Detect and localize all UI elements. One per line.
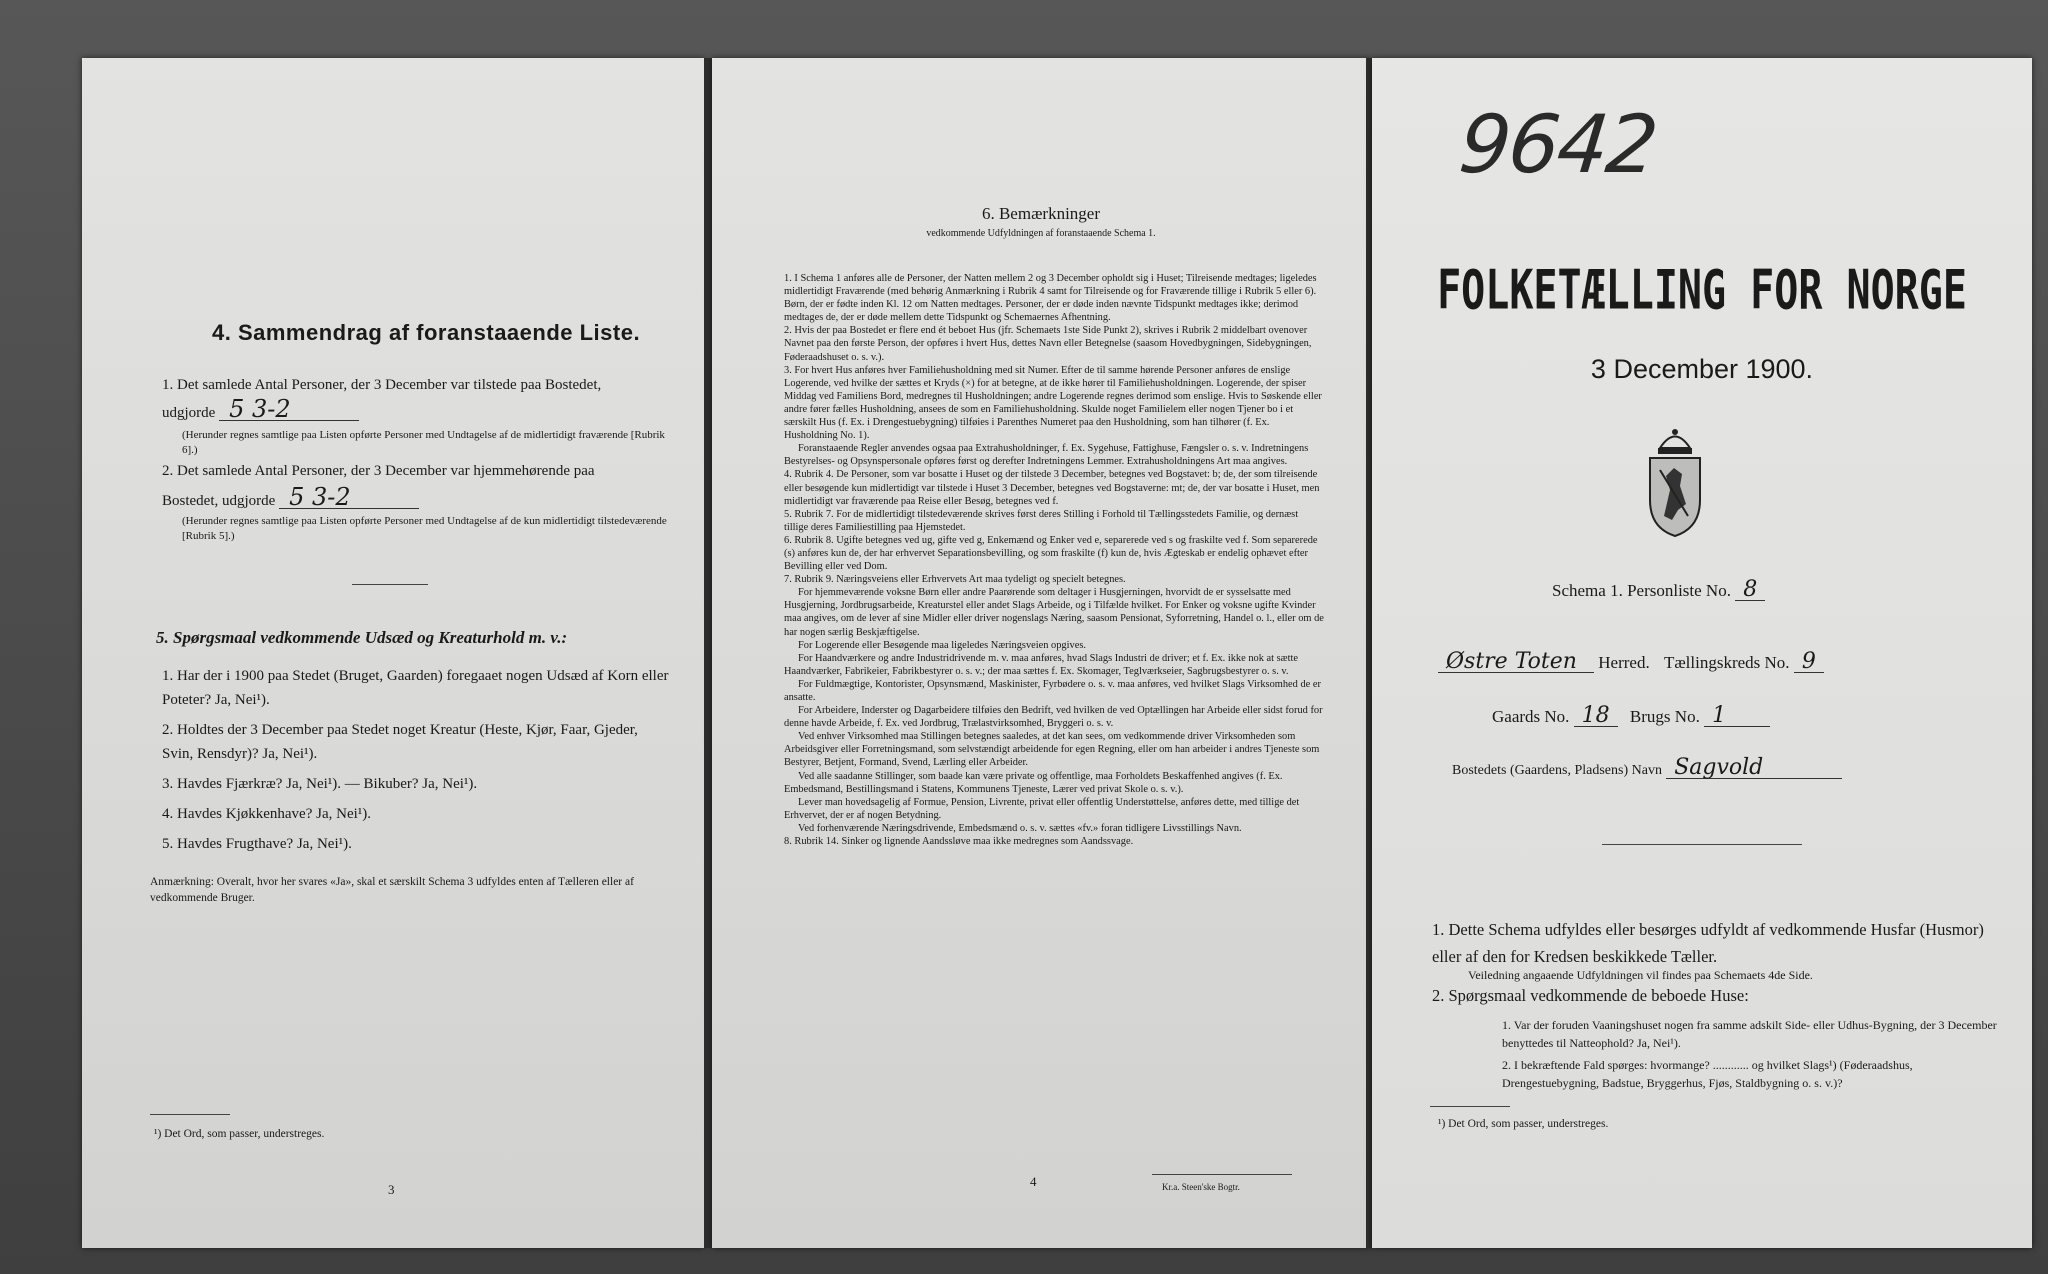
remark-paragraph: Ved enhver Virksomhed maa Stillingen betegnes saaledes, at det kan sees, om vedkommende driver Virksomheden som Arbeidsgiver eller Forretningsmand, som selvstændigt arbeidende for egen Regning, eller om han arbeider i andres Tjeneste som Bestyrer, Betjent, Formand, Svend, Lærling eller Arbeider. xyxy=(784,731,1320,769)
question-5: 5. Havdes Frugthave? Ja, Nei¹). xyxy=(162,836,352,852)
footnote-rule xyxy=(1430,1106,1510,1107)
gaards-number-field: 18 xyxy=(1574,706,1618,727)
page-number: 3 xyxy=(388,1182,395,1197)
bosted-label: Bostedets (Gaardens, Pladsens) Navn xyxy=(1452,763,1662,778)
question-4: 4. Havdes Kjøkkenhave? Ja, Nei¹). xyxy=(162,806,372,822)
herred-line xyxy=(1438,649,1824,674)
remark-paragraph: For hjemmeværende voksne Børn eller andre Paarørende som deltager i Husgjerningen, hvorvidt de er sysselsatte med Husgjerning, Jordbrugsarbeide, Kreaturstel eller andet Slags Arbeide, og i Tilfælde hvilket. For Enker og voksne ugifte Kvinder maa angives, om de lever af sine Midler eller driver nogenslags Næring, saasom Pensionat, Syforretning, Handel o. l., eller om de har nogen særlig Beskjæftigelse. xyxy=(784,587,1324,638)
norway-coat-of-arms-icon xyxy=(1640,420,1710,540)
remark-paragraph: 6. Rubrik 8. Ugifte betegnes ved ug, gifte ved g, Enkemænd og Enker ved e, separerede ved s og fraskilte ved f. Som separerede (s) anføres kun de, der har erhvervet Separationsbevilling, og som fraskilte (f) kun de, hvis Ægteskab er endelig ophævet efter Bevilling eller ved Dom. xyxy=(784,534,1318,573)
item-2-text: 2. Det samlede Antal Personer, der 3 December var hjemmehørende paa xyxy=(162,463,595,479)
footnote: ¹) Det Ord, som passer, understreges. xyxy=(154,1128,325,1140)
section-4-title: 4. Sammendrag af foranstaaende Liste. xyxy=(212,320,641,345)
schema-label: Schema 1. Personliste No. xyxy=(1552,581,1731,600)
herred-label: Herred. xyxy=(1598,653,1650,672)
printer-rule xyxy=(1152,1174,1292,1175)
instruction-1: 1. Dette Schema udfyldes eller besørges udfyldt af vedkommende Husfar (Husmor) eller af den for Kredsen beskikkede Tæller. xyxy=(1432,920,1984,966)
divider xyxy=(352,584,428,585)
item-1-answer xyxy=(162,395,672,428)
remark-paragraph: 4. Rubrik 4. De Personer, som var bosatte i Huset og der tilstede 3 December, betegnes ved Bogstavet: b; de, der som tilreisende eller besøgende kun midlertidigt var tilstede i Huset 3 December, betegnes ved Bogstaverne: mt; de, der var bosatte i Huset, men midlertidigt var fraværende paa Reise eller Besøg, betegnes ved f. xyxy=(784,469,1320,507)
remark-paragraph: 2. Hvis der paa Bostedet er flere end ét beboet Hus (jfr. Schemaets 1ste Side Punkt 2), skrives i Rubrik 2 middelbart ovenover Navnet paa den første Person, der opføres i hvert Hus, dettes Navn eller Betegnelse (saasom Hovedbygningen, Sidebygningen, Føderaadshuset o. s. v.). xyxy=(784,325,1312,363)
remarks-body xyxy=(784,272,1324,848)
remark-paragraph: 3. For hvert Hus anføres hver Familiehusholdning med sit Numer. Efter de til samme hørende Personer anføres de enslige Logerende, ved hvilke der sættes et Kryds (×) for at betegne, at de ikke hører til Familiehusholdningen. Logerende, der spiser Middag ved Familiens Bord, medregnes til Husholdningen; andre Logerende regnes derimod som enslige. Hvis to Søskende eller andre fører fælles Husholdning, ansees de som en Familiehusholdning. Skulde noget Familielem eller nogen Tjener bo i et særskilt Hus (f. Ex. i Drengestuebygning) tilføies i Parenthes Numeret paa den Husholdning, som han tilhører (f. Ex. Husholdning No. 1). xyxy=(784,364,1322,442)
remark-paragraph: For Fuldmægtige, Kontorister, Opsynsmænd, Maskinister, Fyrbødere o. s. v. maa anføres, ved hvilket Slags Virksomhed de er ansatte. xyxy=(784,678,1321,703)
bosted-name-field: Sagvold xyxy=(1666,758,1842,779)
section-5-title: 5. Spørgsmaal vedkommende Udsæd og Kreaturhold m. v.: xyxy=(156,628,568,647)
gaards-label: Gaards No. xyxy=(1492,707,1570,726)
item-2-handwritten-value: 5 3-2 xyxy=(279,486,419,509)
question-2: 2. Holdtes der 3 December paa Stedet noget Kreatur (Heste, Kjør, Faar, Gjeder, Svin, Rensdyr)? Ja, Nei¹). xyxy=(162,722,638,762)
item-1-note: (Herunder regnes samtlige paa Listen opførte Personer med Undtagelse af de midlertidigt fraværende [Rubrik 6].) xyxy=(182,429,665,456)
schema-line xyxy=(1552,577,1765,602)
instruction-2b: 2. I bekræftende Fald spørges: hvormange? ............ og hvilket Slags¹) (Føderaadshus, Drengestuebygning, Badstue, Bryggerhus, Fjøs, Staldbygning o. s. v.)? xyxy=(1502,1058,1913,1090)
brugs-label: Brugs No. xyxy=(1629,707,1700,726)
question-1: 1. Har der i 1900 paa Stedet (Bruget, Gaarden) foregaaet nogen Udsæd af Korn eller Poteter? Ja, Nei¹). xyxy=(162,668,669,708)
gaards-line xyxy=(1492,703,1770,728)
archive-number-handwritten: 9642 xyxy=(1455,98,1661,191)
item-1-text: 1. Det samlede Antal Personer, der 3 December var tilstede paa Bostedet, xyxy=(162,377,602,393)
cover-page xyxy=(1372,58,2032,1248)
page-4 xyxy=(712,58,1370,1248)
item-2-prefix: Bostedet, udgjorde xyxy=(162,493,276,509)
herred-field: Østre Toten xyxy=(1438,652,1594,673)
remark-paragraph: For Haandværkere og andre Industridrivende m. v. maa anføres, hvad Slags Industri de driver; et f. Ex. ikke nok at sætte Haandværker, Fabrikeier, Fabrikbestyrer o. s. v.; der maa sættes f. Ex. Skomager, Teglværkseier, Sagbrugsbestyrer o. s. v. xyxy=(784,652,1298,677)
ornamental-divider xyxy=(1602,844,1802,845)
document-title: FOLKETÆLLING FOR NORGE xyxy=(1437,259,1967,323)
footnote-rule xyxy=(150,1114,230,1115)
bosted-line xyxy=(1452,755,1842,780)
page-number: 4 xyxy=(1030,1174,1037,1189)
item-2-answer xyxy=(162,483,672,516)
instruction-2a: 1. Var der foruden Vaaningshuset nogen fra samme adskilt Side- eller Udhus-Bygning, der 3 December benyttedes til Natteophold? Ja, Nei¹). xyxy=(1502,1018,1997,1050)
remark-paragraph: For Arbeidere, Inderster og Dagarbeidere tilføies den Bedrift, ved hvilken de ved Optællingen har Arbeide eller sidst forud for denne havde Arbeide, f. Ex. ved Jordbrug, Trælastvirksomhed, Bryggeri o. s. v. xyxy=(784,705,1323,730)
item-2-note: (Herunder regnes samtlige paa Listen opførte Personer med Undtagelse af de kun midlertidigt tilstedeværende [Rubrik 5].) xyxy=(182,515,667,542)
item-1-handwritten-value: 5 3-2 xyxy=(219,398,359,421)
footnote: ¹) Det Ord, som passer, understreges. xyxy=(1438,1118,1609,1130)
section-6-title: 6. Bemærkninger xyxy=(981,204,1101,223)
remark-paragraph: 5. Rubrik 7. For de midlertidigt tilstedeværende skrives først deres Stilling i Forhold til Tællingsstedets Familie, og dernæst tillige deres Familiestilling paa Hjemstedet. xyxy=(784,508,1299,533)
question-3: 3. Havdes Fjærkræ? Ja, Nei¹). — Bikuber? Ja, Nei¹). xyxy=(162,776,478,792)
anmerkning-note: Anmærkning: Overalt, hvor her svares «Ja», skal et særskilt Schema 3 udfyldes enten af Tælleren eller af vedkommende Bruger. xyxy=(150,876,634,904)
remark-paragraph: Ved alle saadanne Stillinger, som baade kan være private og offentlige, maa Forholdets Beskaffenhed angives (f. Ex. Embedsmand, Bestillingsmand i Statens, Kommunens Tjeneste, Lærer ved privat Skole o. s. v.). xyxy=(784,770,1283,795)
remark-paragraph: 7. Rubrik 9. Næringsveiens eller Erhvervets Art maa tydeligt og specielt betegnes. xyxy=(784,574,1126,586)
remark-paragraph: Foranstaaende Regler anvendes ogsaa paa Extrahusholdninger, f. Ex. Sygehuse, Fattighuse, Fængsler o. s. v. Indretningens Bestyrelses- og Opsynspersonale opføres først og derefter Indretningens Lemmer. Extrahusholdningens Art maa angives. xyxy=(784,443,1309,468)
section-6-subtitle: vedkommende Udfyldningen af foranstaaende Schema 1. xyxy=(926,228,1156,239)
remark-paragraph: For Logerende eller Besøgende maa ligeledes Næringsveien opgives. xyxy=(798,639,1086,651)
remark-paragraph: Lever man hovedsagelig af Formue, Pension, Livrente, privat eller offentlig Understøttelse, anføres dette, med tillige det Erhvervet, der er af nogen Betydning. xyxy=(784,796,1300,821)
remark-paragraph: Ved forhenværende Næringsdrivende, Embedsmænd o. s. v. sættes «fv.» foran tidligere Livsstillings Navn. xyxy=(798,822,1242,834)
instruction-2: 2. Spørgsmaal vedkommende de beboede Huse: xyxy=(1432,986,1749,1005)
instruction-1-note: Veiledning angaaende Udfyldningen vil findes paa Schemaets 4de Side. xyxy=(1468,968,1813,982)
remark-paragraph: 8. Rubrik 14. Sinker og lignende Aandssløve maa ikke medregnes som Aandssvage. xyxy=(784,836,1134,848)
census-date: 3 December 1900. xyxy=(1590,354,1814,384)
page-3 xyxy=(82,58,704,1248)
schema-number-field: 8 xyxy=(1735,580,1765,601)
printer-imprint: Kr.a. Steen'ske Bogtr. xyxy=(1162,1182,1240,1192)
brugs-number-field: 1 xyxy=(1704,706,1770,727)
kreds-number-field: 9 xyxy=(1794,652,1824,673)
item-1-prefix: udgjorde xyxy=(162,405,216,421)
kreds-label: Tællingskreds No. xyxy=(1663,653,1790,672)
remark-paragraph: 1. I Schema 1 anføres alle de Personer, der Natten mellem 2 og 3 December opholdt sig i Huset; Tilreisende medtages; ligeledes midlertidigt Fraværende (med behørig Anmærkning i Rubrik 4 samt for Tilreisende og for Fraværende tillige i Rubrik 5 eller 6). Børn, der er fødte inden Kl. 12 om Natten medtages. Personer, der er døde inden nævnte Tidspunkt medtages ikke; derimod medtages de, der er døde mellem dette Tidspunkt og Schemaernes Afhentning. xyxy=(784,273,1317,324)
